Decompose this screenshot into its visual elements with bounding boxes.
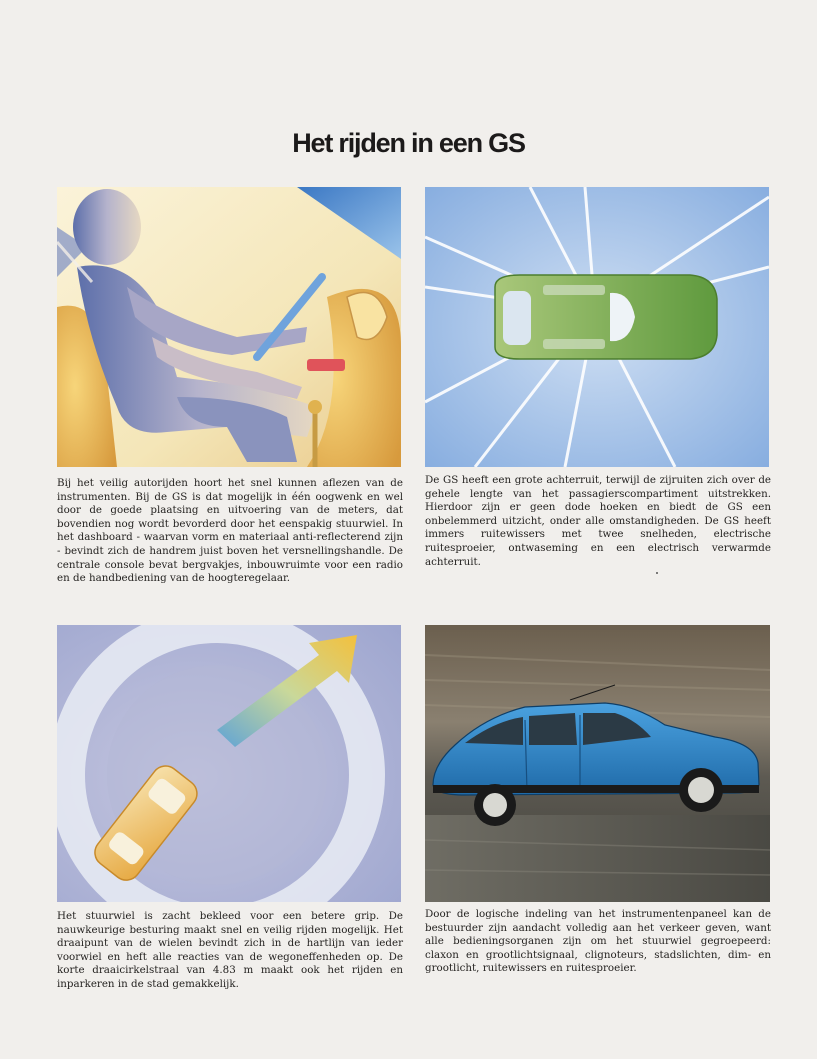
caption-driver: Bij het veilig autorijden hoort het snel kunnen aflezen van de instrumenten. Bij de GS is dat mogelijk in één oogwenk en wel door de goede plaatsing en uitvoering van de meters, dat bovendien nog wordt bevorderd door het eenspakig stuurwiel. In het dashboard - waarvan vorm en materiaal anti-reflecterend zijn - bevindt zich de handrem juist boven het versnellingshandle. De centrale console bevat bergvakjes, inbouwruimte voor een radio en de handbediening van de hoogteregelaar. xyxy=(57,477,403,585)
turning-circle-illustration xyxy=(57,625,401,902)
visibility-illustration xyxy=(425,187,769,467)
caption-visibility: De GS heeft een grote achterruit, terwijl de zijruiten zich over de gehele lengte van het passagierscompartiment uitstrekken. Hierdoor zijn er geen dode hoeken en biedt de GS een onbelemmerd uitzicht, onder alle omstandigheden. De GS heeft immers ruitewissers met twee snelheden, electrische ruitesproeier, ontwaseming en een electrisch verwarmde achterruit. xyxy=(425,474,771,568)
caption-instruments: Door de logische indeling van het instrumentenpaneel kan de bestuurder zijn aandacht volledig aan het verkeer geven, want alle bedieningsorganen zijn om het stuurwiel gegroepeerd: claxon en grootlichtsignaal, clignoteurs, stadslichten, dim- en grootlicht, ruitewissers en ruitesproeier. xyxy=(425,908,771,975)
turning-circle-illustration-art xyxy=(57,625,401,902)
driver-illustration xyxy=(57,187,401,467)
blue-car-photo-art xyxy=(425,625,770,902)
caption-steering: Het stuurwiel is zacht bekleed voor een betere grip. De nauwkeurige besturing maakt snel en veilig rijden mogelijk. Het draaipunt van de wielen bevindt zich in de hartlijn van ieder voorwiel en heft alle reacties van de wegoneffenheden op. De korte draaicirkelstraal van 4.83 m maakt ook het rijden en inparkeren in de stad gemakkelijk. xyxy=(57,910,403,990)
print-speck xyxy=(656,572,658,574)
driver-illustration-art xyxy=(57,187,401,467)
visibility-illustration-art xyxy=(425,187,769,467)
blue-car-photo xyxy=(425,625,770,902)
page-title: Het rijden in een GS xyxy=(292,128,525,158)
